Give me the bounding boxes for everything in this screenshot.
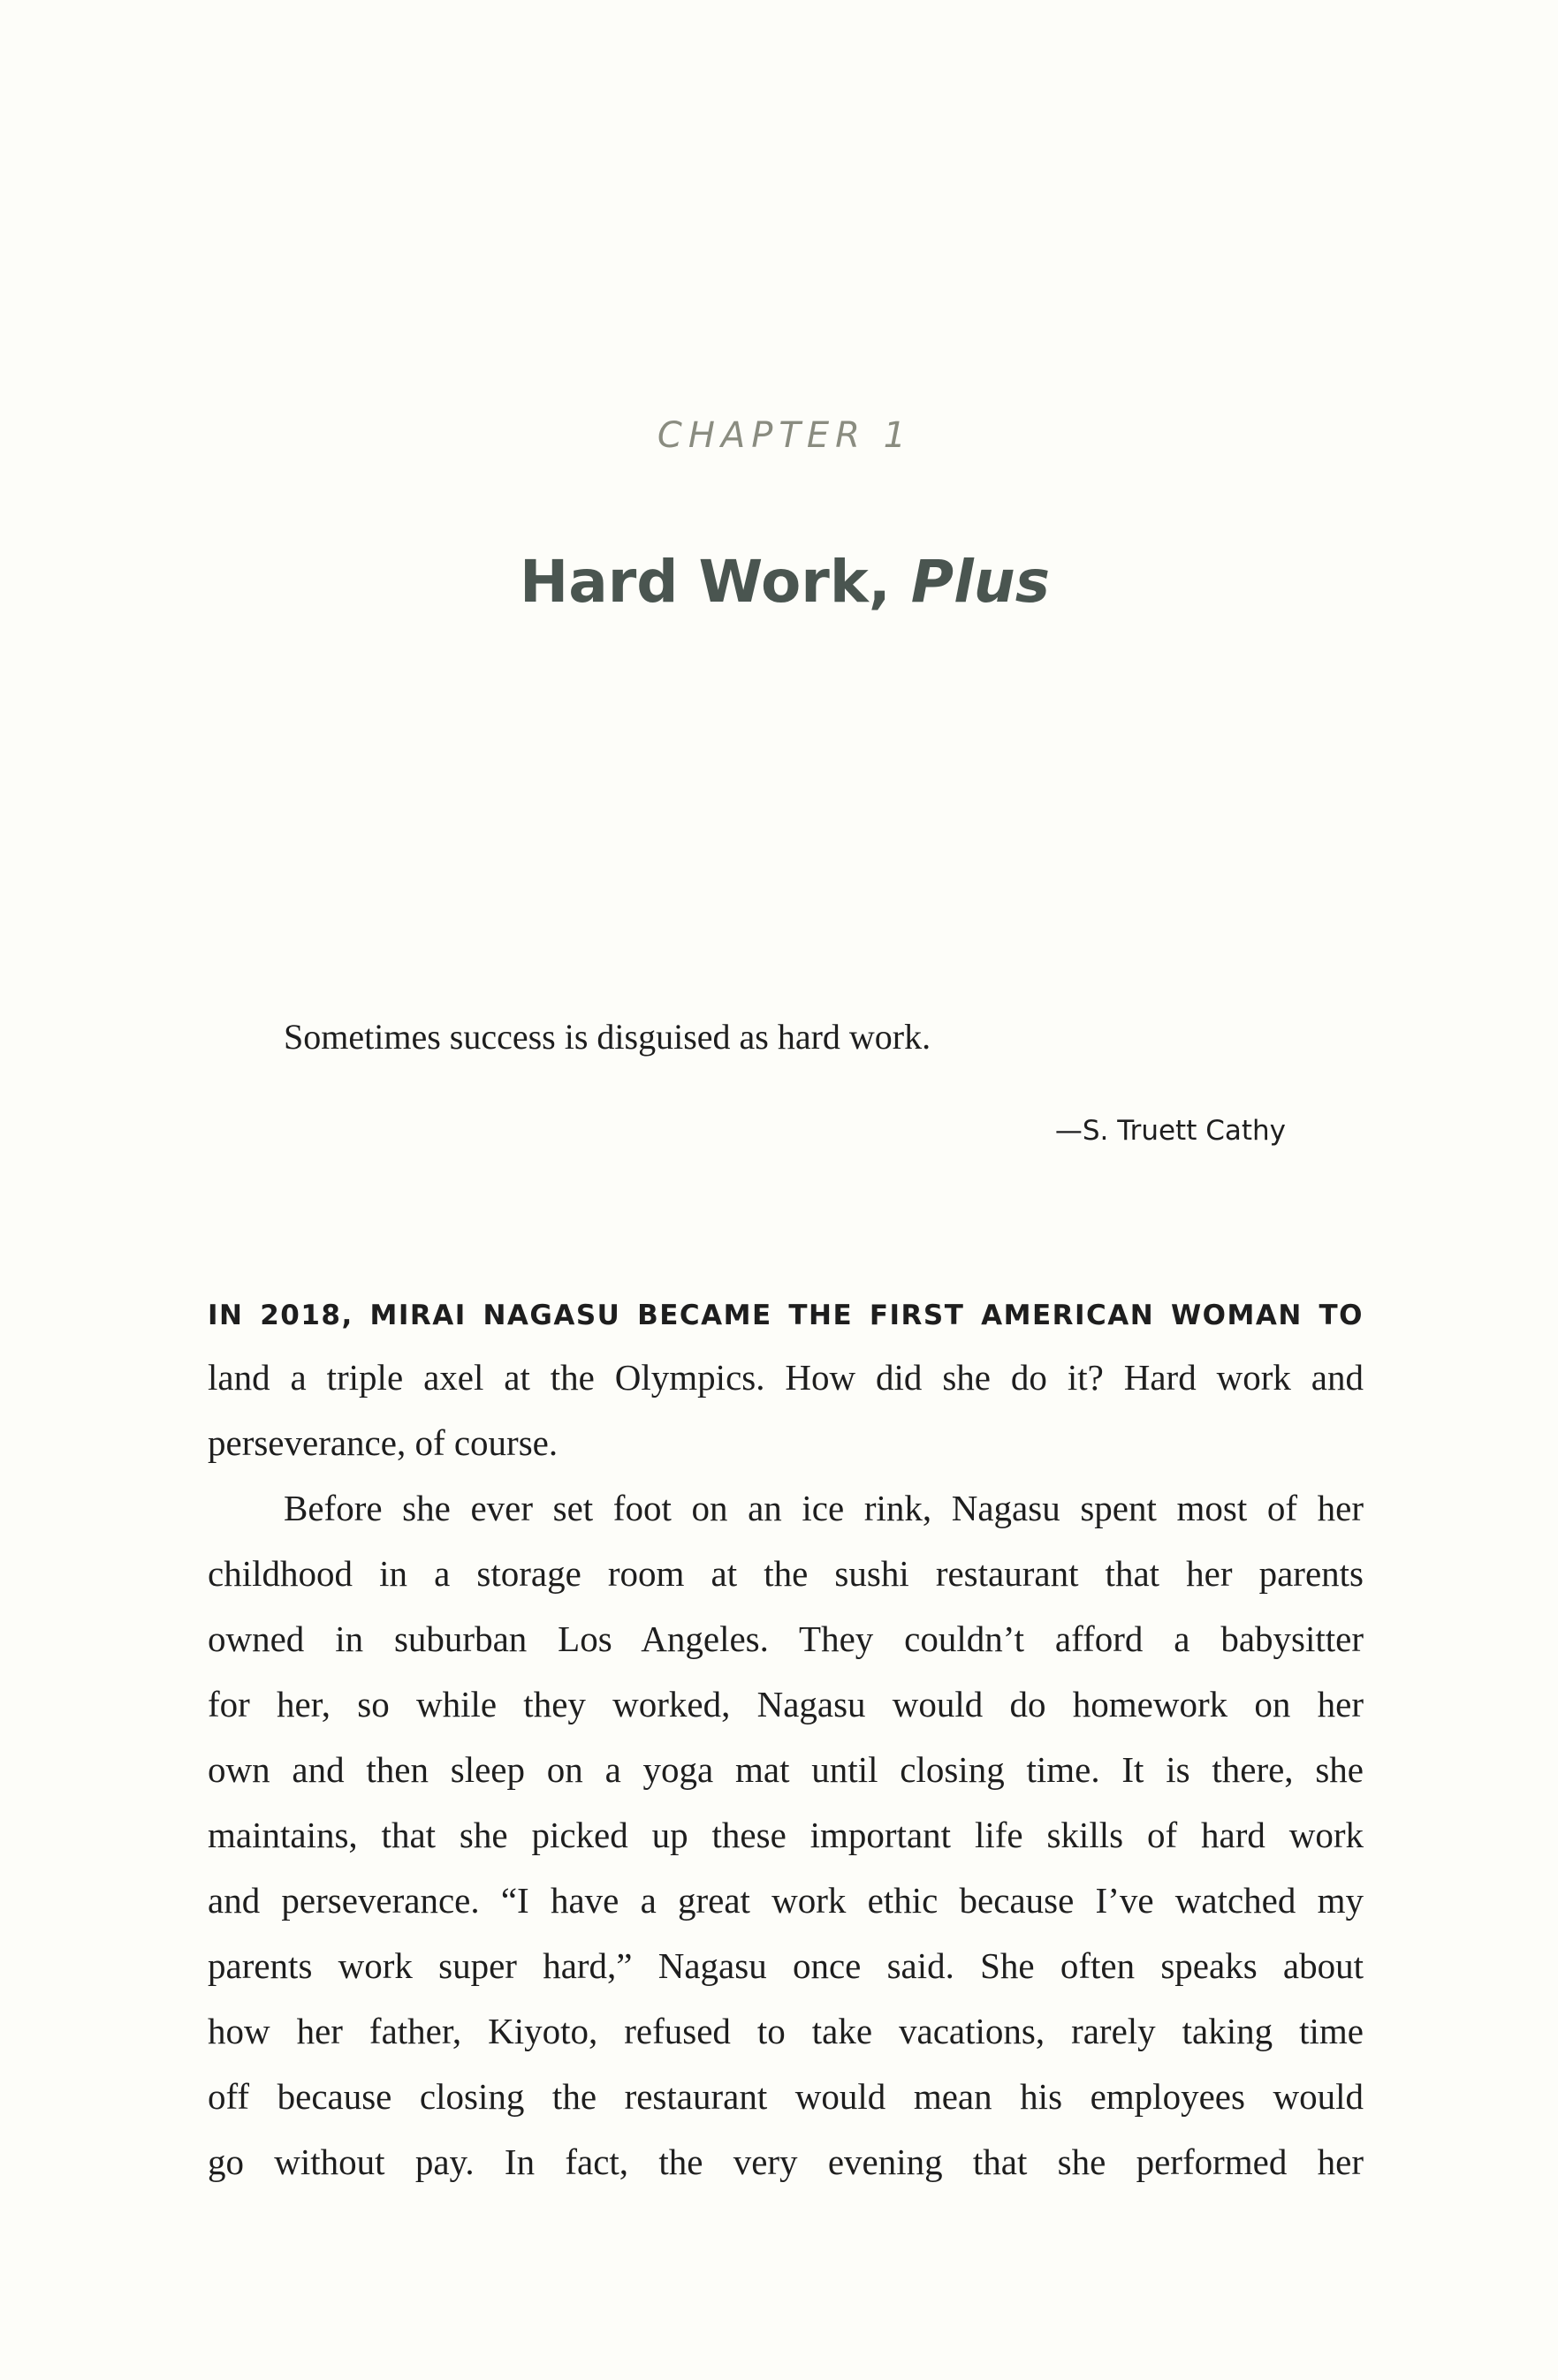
body-line: own and then sleep on a yoga mat until closing time. It is there, she [208, 1749, 1364, 1790]
chapter-label: CHAPTER 1 [657, 415, 913, 456]
body-line: off because closing the restaurant would mean his employees would [208, 2076, 1364, 2117]
title-main: Hard Work, [519, 548, 911, 616]
body-line: go without pay. In fact, the very evening that she performed her [208, 2141, 1364, 2182]
body-line: Before she ever set foot on an ice rink, Nagasu spent most of her [284, 1488, 1364, 1528]
body-line: parents work super hard,” Nagasu once said. She often speaks about [208, 1945, 1364, 1986]
body-text [208, 1279, 1364, 2194]
body-line: for her, so while they worked, Nagasu would do homework on her [208, 1684, 1364, 1724]
body-line: land a triple axel at the Olympics. How did she do it? Hard work and [208, 1357, 1364, 1398]
chapter-title [0, 548, 1558, 616]
body-line: perseverance, of course. [208, 1422, 559, 1463]
body-line: and perseverance. “I have a great work ethic because I’ve watched my [208, 1880, 1364, 1921]
body-line: childhood in a storage room at the sushi restaurant that her parents [208, 1553, 1364, 1594]
body-line: maintains, that she picked up these important life skills of hard work [208, 1815, 1364, 1855]
body-line [208, 1279, 1364, 1345]
body-line: owned in suburban Los Angeles. They couldn’t afford a babysitter [208, 1618, 1364, 1659]
epigraph-quote: Sometimes success is disguised as hard work. [284, 1017, 931, 1057]
body-line: how her father, Kiyoto, refused to take vacations, rarely taking time [208, 2011, 1364, 2051]
title-italic: Plus [910, 548, 1051, 616]
lead-in: IN 2018, MIRAI NAGASU BECAME THE FIRST AMERICAN WOMAN TO [208, 1300, 1364, 1331]
epigraph-attribution: —S. Truett Cathy [1054, 1115, 1286, 1147]
